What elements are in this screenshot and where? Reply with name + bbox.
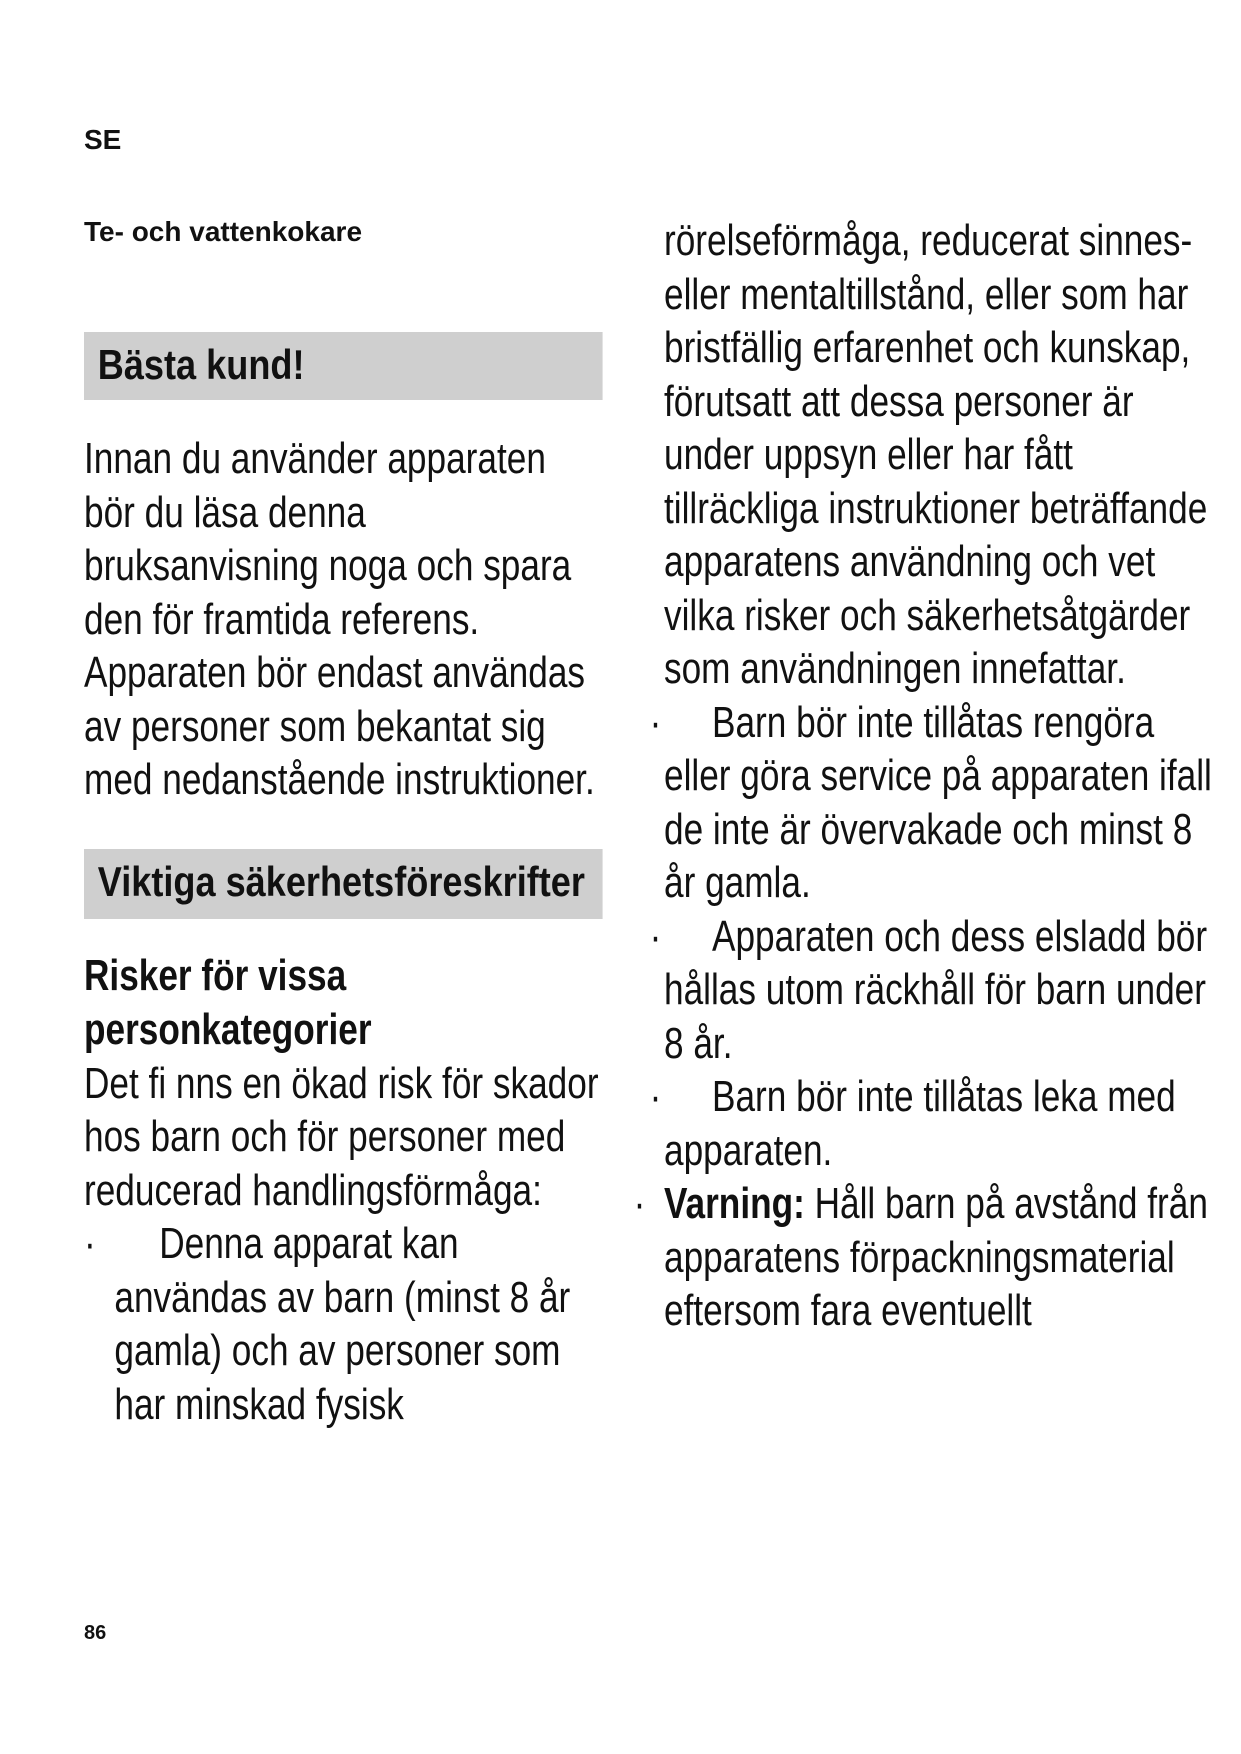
- continuation-paragraph: rörelseförmåga, reducerat sinnes- eller mentaltillstånd, eller som har bristfällig erfarenhet och kunskap, förutsatt att dessa personer är under uppsyn eller har fått tillräckliga instruktioner beträffande apparatens användning och vet vilka risker och säkerhetsåtgärder som användningen innefattar.: [664, 216, 1208, 693]
- bullet-item-reach: [649, 910, 1224, 1071]
- safety-heading: Viktiga säkerhetsföreskrifter: [84, 849, 603, 919]
- right-text-block: [633, 214, 1224, 1338]
- warning-label: Varning:: [664, 1179, 805, 1228]
- page-number: 86: [84, 1622, 107, 1644]
- right-column: [633, 214, 1224, 1338]
- bullet-item-cleaning: [649, 696, 1224, 910]
- bullet-text: Barn bör inte tillåtas leka med apparaten.: [664, 1072, 1176, 1175]
- intro-block: [84, 432, 604, 807]
- bullet-dot: ·: [649, 1072, 662, 1121]
- greeting-heading: Bästa kund!: [84, 332, 603, 400]
- bullet-item-children-use: [84, 1217, 604, 1431]
- risk-block: [84, 1057, 604, 1432]
- bullet-dot: ·: [633, 1179, 646, 1228]
- bullet-text: Barn bör inte tillåtas rengöra eller göra service på apparaten ifall de inte är övervakade och minst 8 år gamla.: [664, 697, 1212, 907]
- product-name: Te- och vattenkokare: [84, 216, 363, 247]
- bullet-text: Denna apparat kan användas av barn (minst 8 år gamla) och av personer som har minskad fysisk: [114, 1219, 571, 1429]
- intro-paragraph: Innan du använder apparaten bör du läsa denna bruksanvisning noga och spara den för framtida referens. Apparaten bör endast användas av personer som bekantat sig med nedanstående instruktioner.: [84, 434, 595, 804]
- bullet-text: Apparaten och dess elsladd bör hållas utom räckhåll för barn under 8 år.: [664, 911, 1208, 1068]
- bullet-dot: ·: [649, 697, 662, 747]
- warning-text: Håll barn på avstånd från apparatens förpackningsmaterial eftersom fara eventuellt: [664, 1179, 1208, 1335]
- bullet-dot: ·: [649, 911, 662, 961]
- bullet-item-play: [649, 1070, 1224, 1177]
- left-column: [84, 332, 604, 1431]
- risk-paragraph: Det fi nns en ökad risk för skador hos barn och för personer med reducerad handlingsförmåga:: [84, 1058, 599, 1215]
- warning-item: [633, 1177, 1224, 1338]
- bullet-dot: ·: [84, 1219, 96, 1268]
- language-code: SE: [84, 124, 122, 155]
- risk-subheading: Risker för vissa personkategorier: [84, 950, 372, 1054]
